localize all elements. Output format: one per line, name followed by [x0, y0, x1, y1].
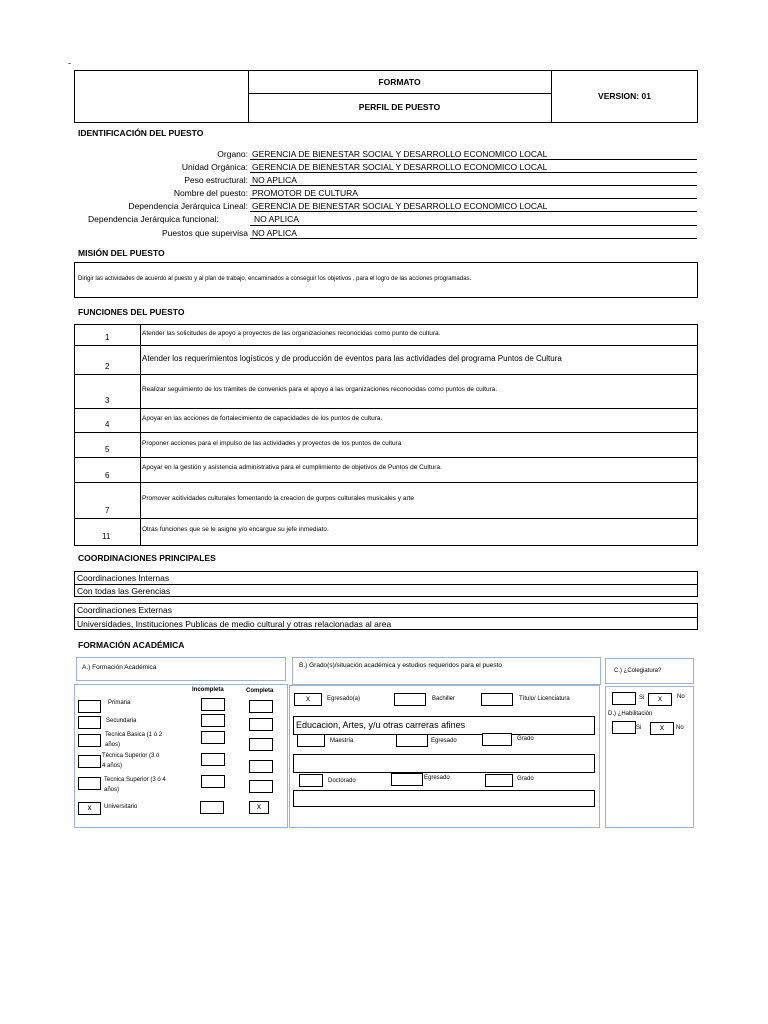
fn-text-4: Apoyar en las acciones de fortalecimiento de capacidades de los puntos de cultura. [142, 415, 383, 422]
fn-row-line-2 [74, 374, 698, 375]
fn-num-11: 11 [102, 532, 111, 541]
header-completa: Completa [246, 688, 274, 694]
doctorado-egresado-label: Egresado [424, 775, 450, 781]
header-formato: FORMATO [378, 77, 421, 87]
formacion-c-title: C.) ¿Colegiatura? [614, 668, 662, 674]
fn-text-5: Proponer acciones para el impulso de las actividades y proyectos de los puntos de cultura [142, 440, 402, 447]
nivel-tecnica-superior-label-2: años) [104, 787, 120, 793]
fn-num-6: 6 [105, 471, 110, 480]
value-dep-lineal: GERENCIA DE BIENESTAR SOCIAL Y DESARROLLO ECONOMICO LOCAL [252, 201, 548, 211]
header-version: VERSION: 01 [598, 91, 651, 101]
maestria-grado-label: Grado [517, 736, 534, 742]
value-nombre: PROMOTOR DE CULTURA [252, 188, 358, 198]
nivel-tecnica-basica-checkbox[interactable] [78, 734, 101, 747]
label-supervisa: Puestos que supervisa [162, 228, 248, 238]
header-perfil: PERFIL DE PUESTO [358, 102, 441, 112]
label-peso: Peso estructural: [184, 175, 248, 185]
label-dep-lineal: Dependencia Jerárquica Lineal: [128, 201, 248, 211]
nivel-tecnica-basica-completa[interactable] [249, 738, 273, 751]
fn-text-1: Atender las solicitudes de apoyo a proyectos de las organizaciones reconocidas como punto de cultura. [142, 330, 441, 337]
nivel-tecnica-superior-label-1: Tecnica Superior (3 ó 4 [104, 777, 166, 783]
coord-externas-divider [74, 617, 698, 618]
fn-num-5: 5 [105, 445, 110, 454]
nivel-secundaria-completa[interactable] [249, 718, 273, 731]
nivel-secundaria-incompleta[interactable] [201, 714, 225, 727]
fn-row-line-3 [74, 408, 698, 409]
fn-num-2: 2 [105, 362, 110, 371]
fn-num-7: 7 [105, 506, 110, 515]
value-organo: GERENCIA DE BIENESTAR SOCIAL Y DESARROLLO ECONOMICO LOCAL [252, 149, 548, 159]
nivel-tecnica-superior-incompleta[interactable] [201, 775, 225, 788]
carreras-text: Educacion, Artes, y/u otras carreras afines [296, 720, 466, 730]
nivel-primaria-incompleta[interactable] [201, 698, 225, 711]
doctorado-egresado-checkbox[interactable] [391, 773, 423, 786]
value-supervisa: NO APLICA [252, 228, 297, 238]
nivel-tecnica-superior-4-incompleta[interactable] [201, 753, 225, 766]
fn-num-1: 1 [105, 333, 110, 342]
top-dash: - [68, 58, 71, 68]
egresado-a-label: Egresado(a) [327, 696, 361, 702]
nivel-tecnica-superior-4-completa[interactable] [249, 760, 273, 773]
habilitacion-no-label: No [676, 725, 684, 731]
coord-internas-divider [74, 584, 698, 585]
nivel-tecnica-basica-label-1: Tecnica Basica (1 ó 2 [105, 732, 163, 738]
doctorado-checkbox[interactable] [299, 774, 323, 787]
maestria-field[interactable] [293, 754, 595, 773]
fn-row-line-7 [74, 518, 698, 519]
colegiatura-no-label: No [677, 694, 685, 700]
fn-row-line-1 [74, 345, 698, 346]
fn-text-6: Apoyar en la gestión y asistencia administrativa para el cumplimiento de objetivos de Puntos de Cultura. [142, 464, 442, 471]
doctorado-grado-checkbox[interactable] [485, 774, 513, 787]
nivel-primaria-label: Primaria [108, 700, 131, 706]
maestria-egresado-checkbox[interactable] [396, 734, 428, 747]
nivel-primaria-checkbox[interactable] [78, 700, 101, 713]
fn-row-line-6 [74, 482, 698, 483]
id-underline-3 [250, 185, 697, 186]
fn-num-4: 4 [105, 420, 110, 429]
value-dep-funcional: NO APLICA [254, 214, 299, 224]
nivel-tecnica-superior-completa[interactable] [249, 780, 273, 793]
header-incompleta: Incompleta [192, 687, 224, 693]
nivel-secundaria-checkbox[interactable] [78, 716, 101, 729]
coord-externas-value: Universidades, Instituciones Publicas de medio cultural y otras relacionadas al area [77, 619, 392, 629]
id-underline-4 [250, 198, 697, 199]
maestria-grado-checkbox[interactable] [482, 733, 512, 746]
id-underline-7 [250, 238, 697, 239]
egresado-a-checkbox[interactable]: x [294, 693, 322, 706]
label-organo: Organo: [217, 149, 248, 159]
nivel-universitario-label: Universitario [104, 804, 138, 810]
maestria-label: Maestría [330, 738, 354, 744]
id-underline-5 [250, 211, 697, 212]
header-divider-h [248, 93, 551, 94]
fn-text-3: Realizar seguimiento de los trámites de convenios para el apoyo a las organizaciones reconocidas como puntos de cultura. [142, 386, 498, 393]
mision-text: Dirigir las actividades de acuerdo al puesto y al plan de trabajo, encaminados a conseguir los objetivos , para el logro de las acciones programadas. [78, 276, 472, 282]
section-identificacion: IDENTIFICACIÓN DEL PUESTO [78, 128, 204, 138]
section-funciones: FUNCIONES DEL PUESTO [78, 307, 185, 317]
doctorado-label: Doctorado [328, 778, 356, 784]
coord-internas-label: Coordinaciones Internas [77, 573, 170, 583]
habilitacion-si-label: Si [636, 725, 642, 731]
nivel-tecnica-superior-4-checkbox[interactable] [78, 755, 101, 768]
coord-internas-value: Con todas las Gerencias [77, 586, 171, 596]
section-formacion: FORMACIÓN ACADÉMICA [78, 640, 185, 650]
nivel-tecnica-basica-incompleta[interactable] [201, 731, 225, 744]
bachiller-label: Bachiller [432, 696, 456, 702]
nivel-primaria-completa[interactable] [249, 700, 273, 713]
id-underline-1 [250, 159, 697, 160]
fn-text-11: Otras funciones que se le asigne y/o encargue su jefe inmediato. [142, 526, 329, 533]
label-nombre: Nombre del puesto: [173, 188, 248, 198]
funciones-col-divider [140, 324, 141, 546]
value-peso: NO APLICA [252, 175, 297, 185]
colegiatura-si-label: Si [639, 695, 645, 701]
nivel-universitario-checkbox[interactable]: x [78, 802, 101, 815]
nivel-tecnica-superior-checkbox[interactable] [78, 777, 101, 790]
habilitacion-no-checkbox[interactable]: x [650, 722, 674, 735]
maestria-checkbox[interactable] [297, 734, 325, 747]
nivel-universitario-incompleta[interactable] [200, 801, 224, 814]
section-coordinaciones: COORDINACIONES PRINCIPALES [78, 553, 216, 563]
coord-externas-label: Coordinaciones Externas [77, 605, 172, 615]
bachiller-checkbox[interactable] [394, 693, 426, 706]
colegiatura-no-checkbox[interactable]: x [648, 693, 672, 706]
label-unidad: Unidad Orgánica: [181, 162, 248, 172]
section-mision: MISIÓN DEL PUESTO [78, 248, 165, 258]
nivel-tecnica-superior-4-label-2: 4 años) [102, 763, 123, 769]
doctorado-grado-label: Grado [517, 776, 534, 782]
titulo-checkbox[interactable] [481, 693, 513, 706]
formacion-b-title: B.) Grado(s)/situación académica y estudios requeridos para el puesto [299, 662, 503, 669]
label-dep-funcional: Dependencia Jerárquica funcional: [88, 214, 219, 224]
fn-row-line-5 [74, 457, 698, 458]
fn-text-2: Atender los requerimientos logísticos y de producción de eventos para las actividades del programa Puntos de Cultura [142, 354, 562, 363]
colegiatura-si-checkbox[interactable] [612, 692, 636, 705]
value-unidad: GERENCIA DE BIENESTAR SOCIAL Y DESARROLLO ECONOMICO LOCAL [252, 162, 548, 172]
nivel-universitario-completa[interactable]: x [249, 801, 269, 814]
nivel-tecnica-basica-label-2: años) [105, 742, 121, 748]
fn-text-7: Promover acitividades culturales fomentando la creacion de gurpos culturales musicales y arte [142, 495, 415, 502]
formacion-cd-panel [605, 686, 694, 828]
nivel-secundaria-label: Secundaria [106, 718, 137, 724]
id-underline-6 [250, 225, 697, 226]
titulo-label: Título/ Licenciatura [519, 696, 570, 702]
nivel-tecnica-superior-4-label-1: Técnica Superior (3 ó [102, 753, 160, 759]
maestria-egresado-label: Egresado [431, 738, 457, 744]
formacion-d-title: D.) ¿Habilitación [608, 711, 653, 717]
formacion-a-title: A.) Formación Académica [82, 664, 157, 671]
doctorado-field[interactable] [293, 790, 595, 807]
fn-num-3: 3 [105, 396, 110, 405]
habilitacion-si-checkbox[interactable] [612, 721, 636, 734]
id-underline-2 [250, 172, 697, 173]
fn-row-line-4 [74, 432, 698, 433]
